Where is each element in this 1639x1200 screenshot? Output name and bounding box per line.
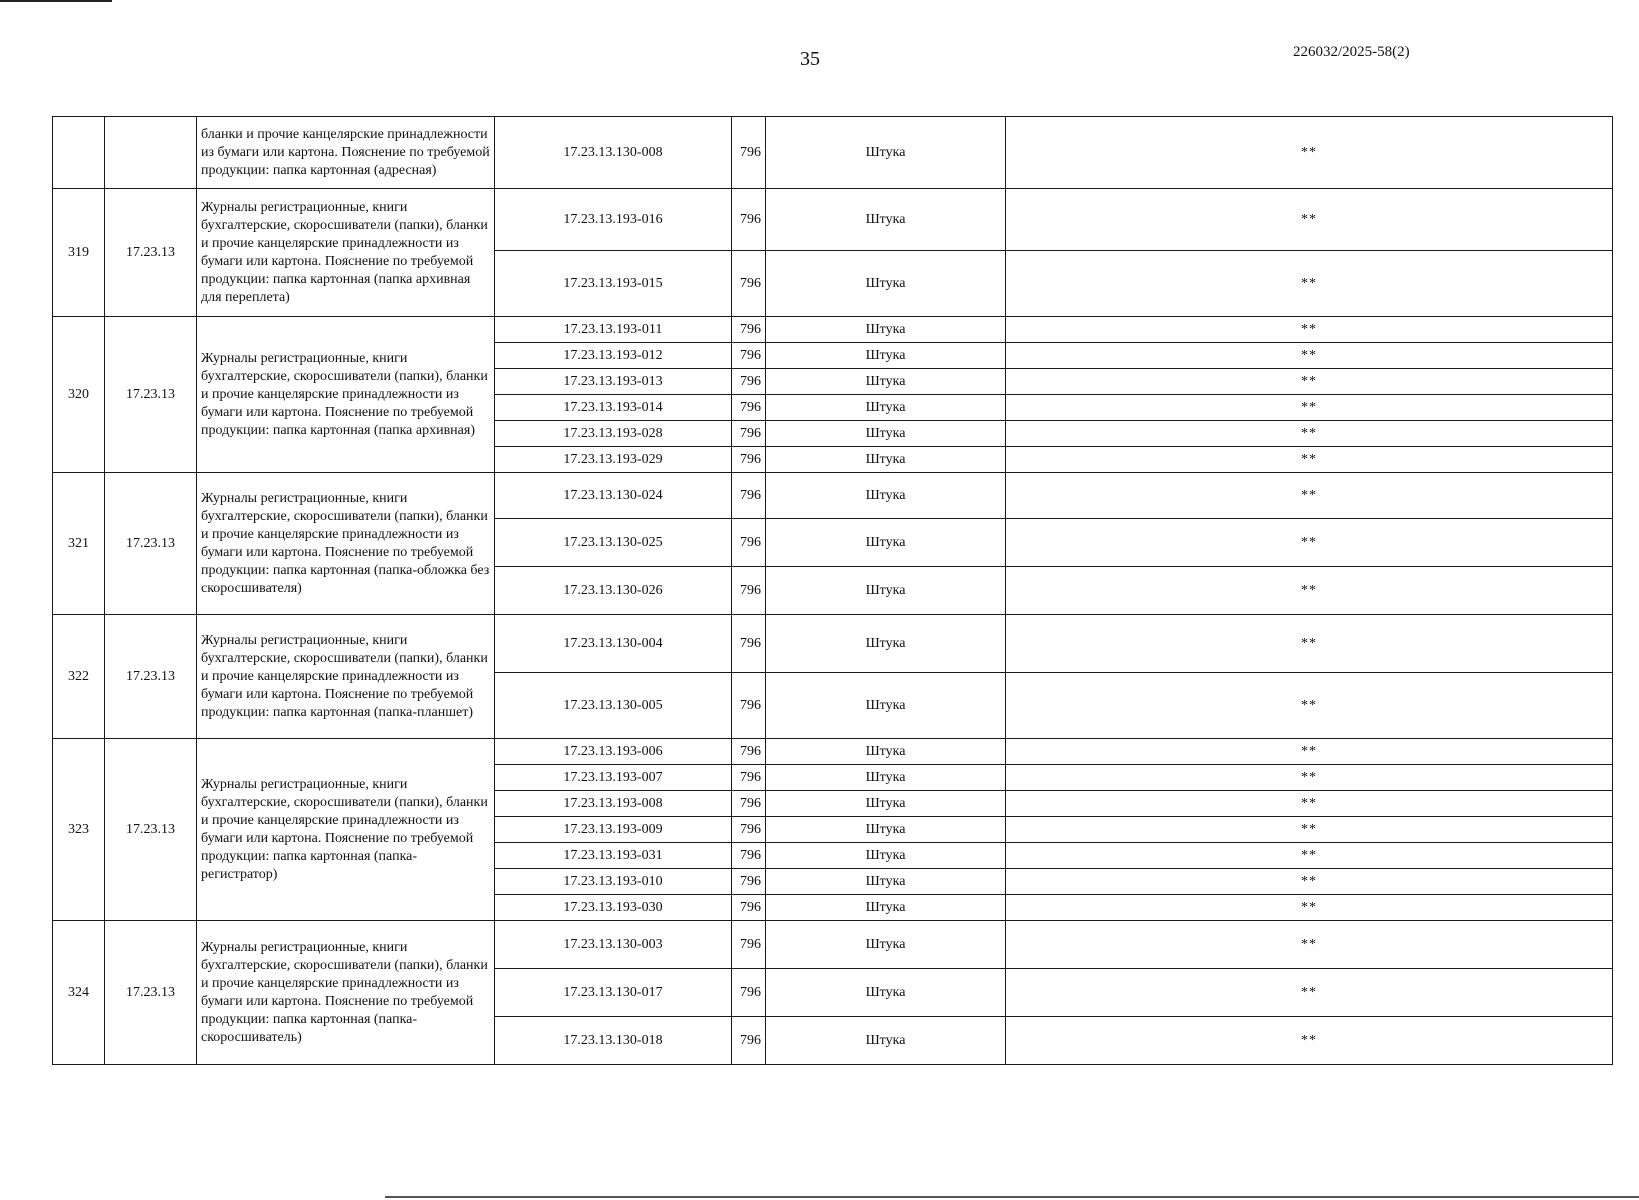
ktru-code: 17.23.13.130-017 [495,969,732,1017]
page-number: 35 [800,48,820,70]
note-cell: ** [1006,817,1613,843]
note-cell: ** [1006,969,1613,1017]
note-cell: ** [1006,869,1613,895]
ktru-code: 17.23.13.130-004 [495,615,732,673]
ktru-code: 17.23.13.193-013 [495,369,732,395]
okei-code: 796 [732,317,766,343]
unit-name: Штука [766,567,1006,615]
note-cell: ** [1006,251,1613,317]
okpd-code: 17.23.13 [105,921,197,1065]
ktru-code: 17.23.13.193-012 [495,343,732,369]
note-cell: ** [1006,447,1613,473]
okei-code: 796 [732,765,766,791]
item-description: Журналы регистрационные, книги бухгалтерские, скоросшиватели (папки), бланки и прочие канцелярские принадлежности из бумаги или картона. Пояснение по требуемой продукции: папка картонная (папка архивная для переплета) [197,189,495,317]
ktru-code: 17.23.13.130-025 [495,519,732,567]
ktru-code: 17.23.13.130-026 [495,567,732,615]
note-cell: ** [1006,567,1613,615]
item-description: Журналы регистрационные, книги бухгалтерские, скоросшиватели (папки), бланки и прочие канцелярские принадлежности из бумаги или картона. Пояснение по требуемой продукции: папка картонная (папка-скоросшиватель) [197,921,495,1065]
note-cell: ** [1006,895,1613,921]
okei-code: 796 [732,189,766,251]
okpd-code: 17.23.13 [105,317,197,473]
note-cell: ** [1006,765,1613,791]
okei-code: 796 [732,567,766,615]
ktru-code: 17.23.13.193-011 [495,317,732,343]
ktru-code: 17.23.13.130-003 [495,921,732,969]
unit-name: Штука [766,869,1006,895]
okei-code: 796 [732,673,766,739]
ktru-code: 17.23.13.193-015 [495,251,732,317]
note-cell: ** [1006,343,1613,369]
okei-code: 796 [732,791,766,817]
okpd-code: 17.23.13 [105,615,197,739]
table-row [53,317,1613,343]
goods-table [52,116,1613,1065]
ktru-code: 17.23.13.193-007 [495,765,732,791]
row-number: 322 [53,615,105,739]
unit-name: Штука [766,317,1006,343]
note-cell: ** [1006,317,1613,343]
note-cell: ** [1006,369,1613,395]
okpd-code: 17.23.13 [105,189,197,317]
unit-name: Штука [766,369,1006,395]
okei-code: 796 [732,895,766,921]
note-cell: ** [1006,791,1613,817]
okei-code: 796 [732,869,766,895]
unit-name: Штука [766,739,1006,765]
okei-code: 796 [732,615,766,673]
row-number: 320 [53,317,105,473]
note-cell: ** [1006,615,1613,673]
unit-name: Штука [766,519,1006,567]
unit-name: Штука [766,615,1006,673]
item-description: бланки и прочие канцелярские принадлежности из бумаги или картона. Пояснение по требуемой продукции: папка картонная (адресная) [197,117,495,189]
note-cell: ** [1006,117,1613,189]
table-row [53,473,1613,519]
unit-name: Штука [766,421,1006,447]
okei-code: 796 [732,843,766,869]
okei-code: 796 [732,739,766,765]
ktru-code: 17.23.13.130-018 [495,1017,732,1065]
ktru-code: 17.23.13.193-008 [495,791,732,817]
okei-code: 796 [732,817,766,843]
okei-code: 796 [732,447,766,473]
row-number: 321 [53,473,105,615]
table-row [53,615,1613,673]
unit-name: Штука [766,251,1006,317]
note-cell: ** [1006,739,1613,765]
ktru-code: 17.23.13.193-006 [495,739,732,765]
unit-name: Штука [766,473,1006,519]
unit-name: Штука [766,447,1006,473]
okei-code: 796 [732,421,766,447]
item-description: Журналы регистрационные, книги бухгалтерские, скоросшиватели (папки), бланки и прочие канцелярские принадлежности из бумаги или картона. Пояснение по требуемой продукции: папка картонная (папка архивная) [197,317,495,473]
okpd-code: 17.23.13 [105,473,197,615]
row-number [53,117,105,189]
row-number: 319 [53,189,105,317]
item-description: Журналы регистрационные, книги бухгалтерские, скоросшиватели (папки), бланки и прочие канцелярские принадлежности из бумаги или картона. Пояснение по требуемой продукции: папка картонная (папка-регистратор) [197,739,495,921]
ktru-code: 17.23.13.193-028 [495,421,732,447]
unit-name: Штука [766,343,1006,369]
unit-name: Штука [766,817,1006,843]
unit-name: Штука [766,791,1006,817]
ktru-code: 17.23.13.193-030 [495,895,732,921]
okei-code: 796 [732,395,766,421]
unit-name: Штука [766,1017,1006,1065]
note-cell: ** [1006,395,1613,421]
unit-name: Штука [766,765,1006,791]
okei-code: 796 [732,473,766,519]
row-number: 323 [53,739,105,921]
unit-name: Штука [766,673,1006,739]
okei-code: 796 [732,369,766,395]
note-cell: ** [1006,921,1613,969]
ktru-code: 17.23.13.193-010 [495,869,732,895]
note-cell: ** [1006,519,1613,567]
unit-name: Штука [766,969,1006,1017]
ktru-code: 17.23.13.130-005 [495,673,732,739]
okpd-code: 17.23.13 [105,739,197,921]
unit-name: Штука [766,189,1006,251]
row-number: 324 [53,921,105,1065]
okei-code: 796 [732,969,766,1017]
top-rule [0,0,112,2]
note-cell: ** [1006,473,1613,519]
bottom-rule [385,1196,1639,1198]
item-description: Журналы регистрационные, книги бухгалтерские, скоросшиватели (папки), бланки и прочие канцелярские принадлежности из бумаги или картона. Пояснение по требуемой продукции: папка картонная (папка-обложка без скоросшивателя) [197,473,495,615]
okei-code: 796 [732,921,766,969]
item-description: Журналы регистрационные, книги бухгалтерские, скоросшиватели (папки), бланки и прочие канцелярские принадлежности из бумаги или картона. Пояснение по требуемой продукции: папка картонная (папка-планшет) [197,615,495,739]
ktru-code: 17.23.13.130-024 [495,473,732,519]
ktru-code: 17.23.13.193-029 [495,447,732,473]
okpd-code [105,117,197,189]
okei-code: 796 [732,1017,766,1065]
okei-code: 796 [732,343,766,369]
table-body [53,117,1613,1065]
unit-name: Штука [766,921,1006,969]
note-cell: ** [1006,189,1613,251]
table-row [53,117,1613,189]
table-row [53,921,1613,969]
note-cell: ** [1006,673,1613,739]
unit-name: Штука [766,117,1006,189]
document-id: 226032/2025-58(2) [1293,44,1410,60]
ktru-code: 17.23.13.193-016 [495,189,732,251]
unit-name: Штука [766,843,1006,869]
unit-name: Штука [766,395,1006,421]
ktru-code: 17.23.13.193-014 [495,395,732,421]
note-cell: ** [1006,421,1613,447]
note-cell: ** [1006,1017,1613,1065]
table-row [53,189,1613,251]
table-row [53,739,1613,765]
okei-code: 796 [732,251,766,317]
unit-name: Штука [766,895,1006,921]
ktru-code: 17.23.13.130-008 [495,117,732,189]
okei-code: 796 [732,519,766,567]
ktru-code: 17.23.13.193-031 [495,843,732,869]
okei-code: 796 [732,117,766,189]
ktru-code: 17.23.13.193-009 [495,817,732,843]
note-cell: ** [1006,843,1613,869]
